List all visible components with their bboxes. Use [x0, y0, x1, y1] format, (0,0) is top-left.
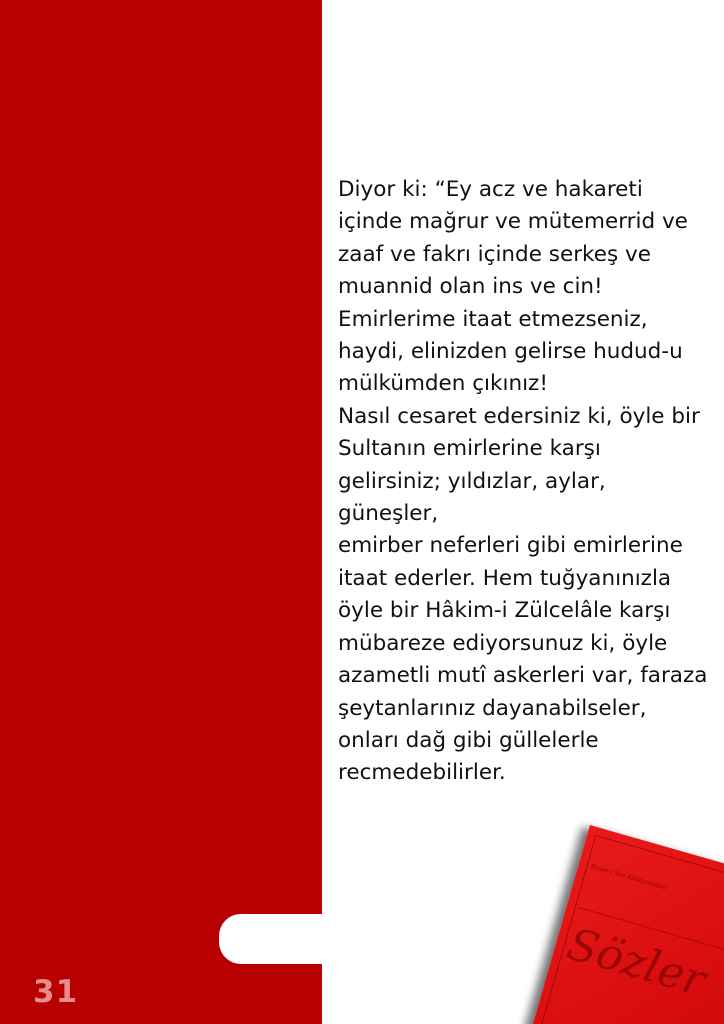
page-number: 31 — [33, 974, 79, 1010]
red-side-panel — [0, 0, 322, 1024]
body-paragraph: Diyor ki: “Ey acz ve hakareti içinde mağrur ve mütemerrid ve zaaf ve fakrı içinde serkeş ve muannid olan ins ve cin! Emirlerime itaat etmezseniz, haydi, elinizden gelirse hudud-u mülkümden çıkınız! Nasıl cesaret edersiniz ki, öyle bir Sultanın emirlerine karşı gelirsiniz; yıldızlar, aylar, güneşler, emirber neferleri gibi emirlerine itaat ederler. Hem tuğyanınızla öyle bir Hâkim-i Zülcelâle karşı mübareze ediyorsunuz ki, öyle azametli mutî askerleri var, faraza şeytanlarınız dayanabilseler, onları dağ gibi güllelerle recmedebilirler. — [338, 177, 708, 786]
book-series-text: Risale-i Nur Külliyatından — [589, 862, 668, 892]
book-title: Sözler — [561, 918, 712, 1007]
page-tab — [219, 914, 329, 964]
book-cover-image — [505, 825, 724, 1024]
